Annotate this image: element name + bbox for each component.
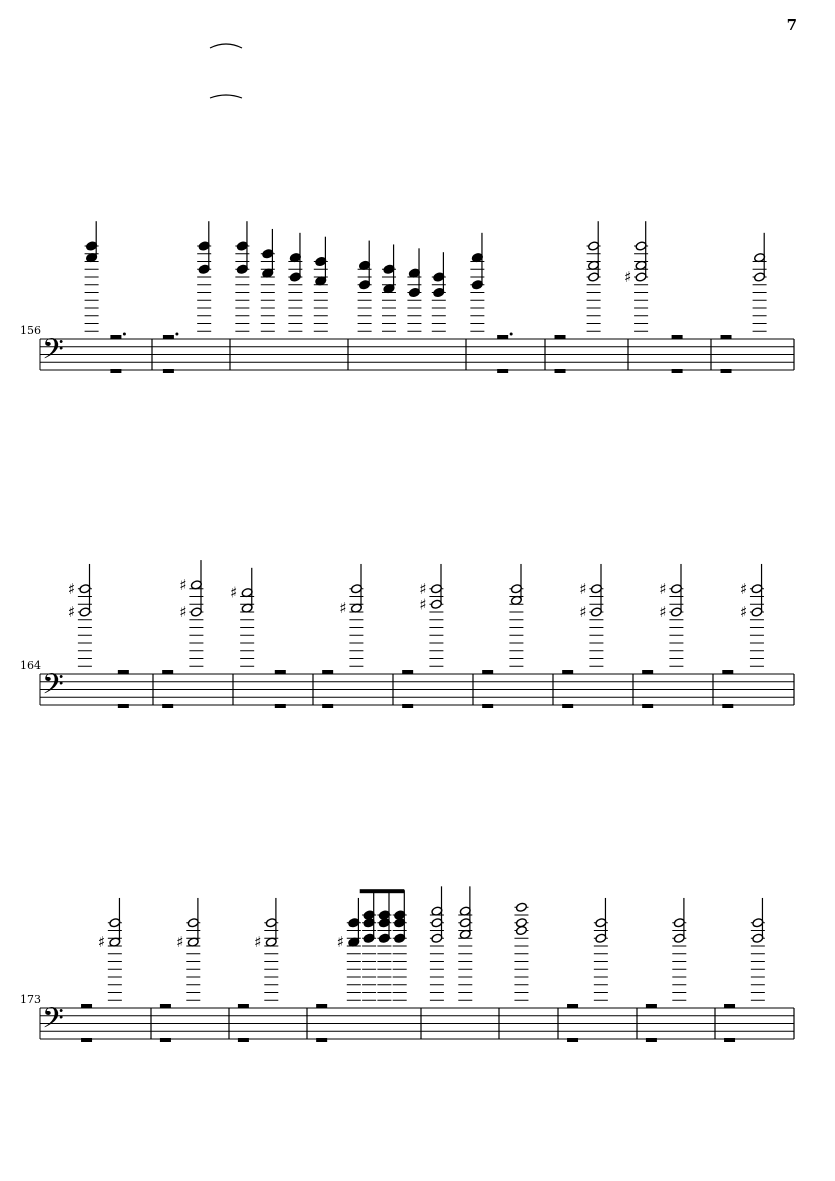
half-rest <box>721 335 732 339</box>
rest <box>722 704 733 708</box>
notehead <box>516 902 528 912</box>
rest <box>160 1038 171 1042</box>
sharp-accidental: ♯ <box>739 603 748 621</box>
bass-clef: 𝄢 <box>42 667 64 708</box>
rest <box>724 1038 735 1042</box>
sharp-accidental: ♯ <box>339 599 347 618</box>
rest <box>316 1038 327 1042</box>
rest <box>238 1038 249 1042</box>
rest-dot <box>510 333 513 336</box>
sharp-accidental: ♯ <box>659 579 667 598</box>
rest <box>81 1038 92 1042</box>
rest-dot <box>123 333 126 336</box>
rest <box>275 704 286 708</box>
half-rest <box>646 1004 657 1008</box>
half-rest <box>402 670 413 674</box>
half-rest <box>672 335 683 339</box>
tie <box>210 44 242 48</box>
measure-number: 156 <box>20 324 41 337</box>
rest <box>562 704 573 708</box>
sharp-accidental: ♯ <box>419 579 427 598</box>
rest <box>672 369 683 373</box>
rest <box>118 704 129 708</box>
bass-clef: 𝄢 <box>42 332 64 373</box>
sharp-accidental: ♯ <box>419 595 427 614</box>
sharp-accidental: ♯ <box>179 603 187 621</box>
sharp-accidental: ♯ <box>624 268 632 286</box>
half-rest <box>555 335 566 339</box>
rest <box>497 369 508 373</box>
rest <box>567 1038 578 1042</box>
rest-dot <box>175 333 178 336</box>
sharp-accidental: ♯ <box>67 603 76 621</box>
page-number: 7 <box>786 16 797 34</box>
measure-number: 173 <box>20 993 41 1006</box>
sharp-accidental: ♯ <box>579 579 587 598</box>
rest <box>721 369 732 373</box>
rest <box>162 704 173 708</box>
rest <box>163 369 174 373</box>
rest <box>322 704 333 708</box>
half-rest <box>497 335 508 339</box>
half-rest <box>275 670 286 674</box>
rest <box>555 369 566 373</box>
sharp-accidental: ♯ <box>739 579 748 598</box>
half-rest <box>160 1004 171 1008</box>
half-rest <box>562 670 573 674</box>
half-rest <box>162 670 173 674</box>
sharp-accidental: ♯ <box>97 933 106 952</box>
sharp-accidental: ♯ <box>659 603 667 621</box>
beam <box>360 889 405 893</box>
sharp-accidental: ♯ <box>254 933 262 952</box>
half-rest <box>110 335 121 339</box>
sharp-accidental: ♯ <box>336 933 345 952</box>
half-rest <box>118 670 129 674</box>
rest <box>110 369 121 373</box>
rest <box>642 704 653 708</box>
sharp-accidental: ♯ <box>176 933 184 952</box>
bass-clef: 𝄢 <box>42 1001 64 1042</box>
half-rest <box>322 670 333 674</box>
sharp-accidental: ♯ <box>230 583 238 602</box>
half-rest <box>567 1004 578 1008</box>
half-rest <box>642 670 653 674</box>
half-rest <box>724 1004 735 1008</box>
rest <box>402 704 413 708</box>
rest <box>646 1038 657 1042</box>
sharp-accidental: ♯ <box>179 575 187 594</box>
rest <box>482 704 493 708</box>
half-rest <box>238 1004 249 1008</box>
tie <box>210 95 242 98</box>
half-rest <box>722 670 733 674</box>
half-rest <box>482 670 493 674</box>
notehead <box>516 925 528 935</box>
half-rest <box>163 335 174 339</box>
sharp-accidental: ♯ <box>579 603 587 621</box>
half-rest <box>81 1004 92 1008</box>
sharp-accidental: ♯ <box>67 579 76 598</box>
measure-number: 164 <box>20 659 41 672</box>
half-rest <box>316 1004 327 1008</box>
